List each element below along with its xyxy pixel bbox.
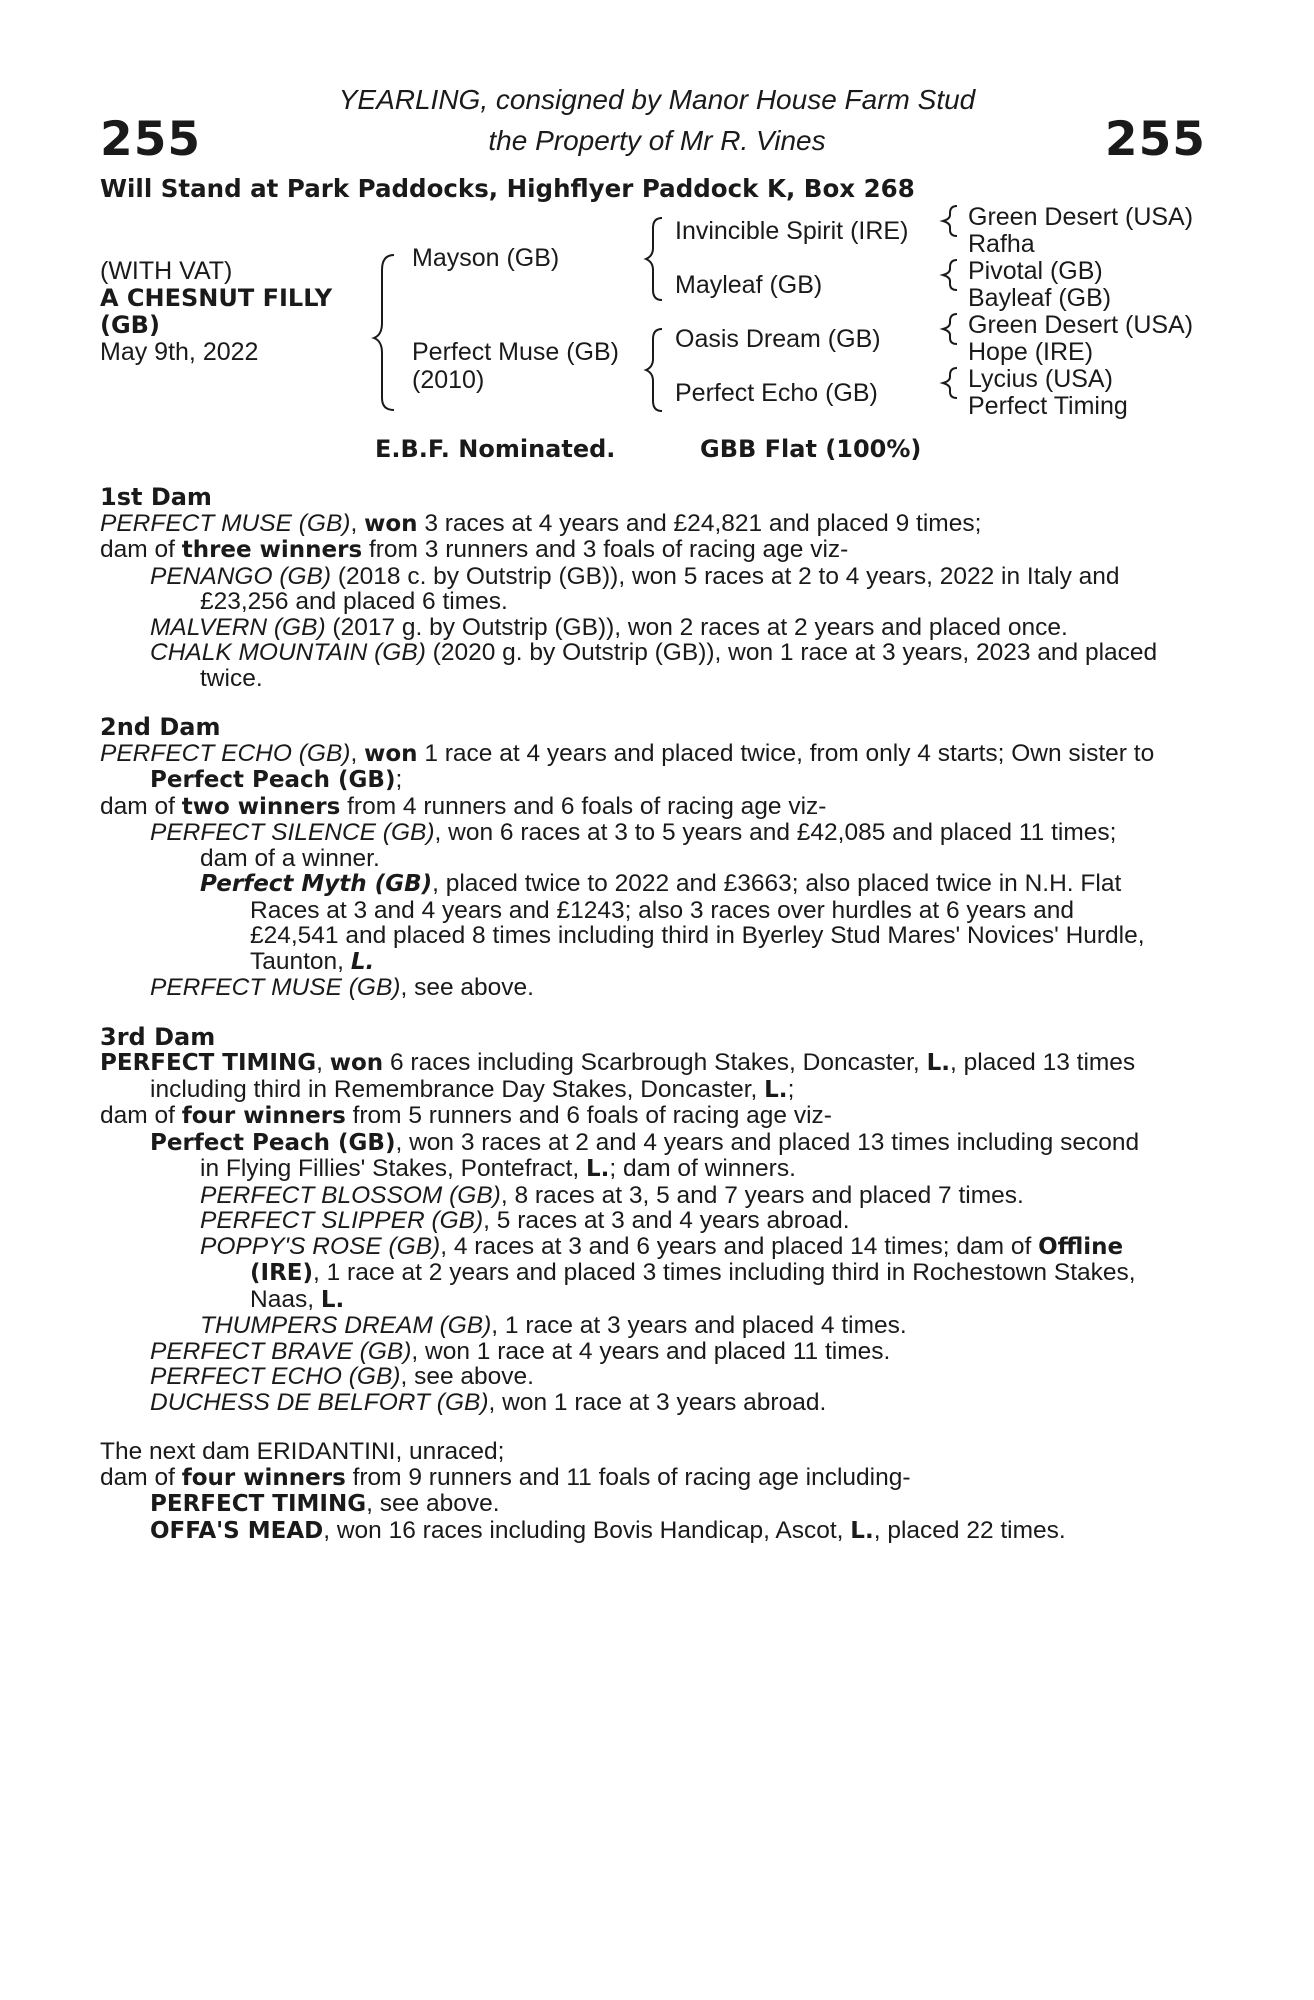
second-dam-produce-summary: dam of two winners from 4 runners and 6 foals of racing age viz-	[100, 792, 827, 820]
foaling-date: May 9th, 2022	[100, 338, 259, 366]
gg-brace-1	[943, 206, 957, 236]
third-dam-entry-perfect-slipper: PERFECT SLIPPER (GB), 5 races at 3 and 4 years abroad.	[200, 1207, 850, 1234]
third-dam-entry-poppys-rose-cont-2: Naas, L.	[250, 1285, 345, 1313]
first-dam-line: PERFECT MUSE (GB), won 3 races at 4 years and £24,821 and placed 9 times;	[100, 509, 982, 537]
gg-name-2: Rafha	[968, 230, 1035, 258]
second-dam-line-cont: Perfect Peach (GB);	[150, 766, 403, 793]
dam-name: Perfect Muse (GB)	[412, 338, 619, 366]
first-dam-entry-penango: PENANGO (GB) (2018 c. by Outstrip (GB)), won 5 races at 2 to 4 years, 2022 in Italy and	[150, 562, 1120, 590]
second-dam-entry-perfect-myth-cont-3: Taunton, L.	[250, 947, 375, 975]
sire-dam-name: Mayleaf (GB)	[675, 271, 823, 299]
third-dam-line-cont: including third in Remembrance Day Stakes, Doncaster, L.;	[150, 1075, 795, 1103]
third-dam-entry-perfect-echo: PERFECT ECHO (GB), see above.	[150, 1363, 534, 1390]
gg-name-8: Perfect Timing	[968, 392, 1128, 420]
first-dam-entry-chalk-mountain: CHALK MOUNTAIN (GB) (2020 g. by Outstrip (GB)), won 1 race at 3 years, 2023 and placed	[150, 639, 1158, 666]
second-dam-entry-perfect-myth: Perfect Myth (GB), placed twice to 2022 and £3663; also placed twice in N.H. Flat	[200, 870, 1122, 897]
third-dam-entry-perfect-brave: PERFECT BRAVE (GB), won 1 race at 4 years and placed 11 times.	[150, 1337, 891, 1365]
gg-brace-4	[943, 368, 957, 398]
first-dam-heading: 1st Dam	[100, 483, 212, 511]
third-dam-entry-perfect-peach-cont: in Flying Fillies' Stakes, Pontefract, L.; dam of winners.	[200, 1155, 796, 1182]
second-dam-entry-perfect-silence: PERFECT SILENCE (GB), won 6 races at 3 to 5 years and £42,085 and placed 11 times;	[150, 819, 1117, 846]
gg-name-6: Hope (IRE)	[968, 338, 1094, 366]
third-dam-entry-thumpers-dream: THUMPERS DREAM (GB), 1 race at 3 years and placed 4 times.	[200, 1312, 907, 1339]
second-dam-heading: 2nd Dam	[100, 713, 221, 741]
third-dam-entry-poppys-rose-cont-1: (IRE), 1 race at 2 years and placed 3 times including third in Rochestown Stakes,	[250, 1259, 1136, 1286]
second-dam-entry-perfect-silence-cont: dam of a winner.	[200, 844, 380, 872]
ebf-note: E.B.F. Nominated.	[375, 435, 616, 463]
gg-name-7: Lycius (USA)	[968, 365, 1113, 393]
first-dam-entry-chalk-mountain-cont: twice.	[200, 664, 263, 692]
horse-name: A CHESNUT FILLY	[100, 284, 333, 312]
gg-name-1: Green Desert (USA)	[968, 203, 1194, 231]
first-dam-entry-malvern: MALVERN (GB) (2017 g. by Outstrip (GB)), won 2 races at 2 years and placed once.	[150, 613, 1068, 641]
second-dam-entry-perfect-muse: PERFECT MUSE (GB), see above.	[150, 974, 534, 1001]
vat-note: (WITH VAT)	[100, 257, 233, 285]
gg-name-3: Pivotal (GB)	[968, 257, 1103, 285]
dam-brace	[646, 329, 662, 411]
third-dam-line: PERFECT TIMING, won 6 races including Scarbrough Stakes, Doncaster, L., placed 13 times	[100, 1049, 1136, 1076]
sire-sire-name: Invincible Spirit (IRE)	[675, 217, 909, 245]
third-dam-heading: 3rd Dam	[100, 1022, 216, 1051]
main-brace	[374, 255, 394, 410]
next-dam-line: The next dam ERIDANTINI, unraced;	[100, 1438, 505, 1465]
second-dam-entry-perfect-myth-cont-2: £24,541 and placed 8 times including third in Byerley Stud Mares' Novices' Hurdle,	[250, 922, 1145, 949]
first-dam-entry-penango-cont: £23,256 and placed 6 times.	[200, 588, 508, 615]
third-dam-produce-summary: dam of four winners from 5 runners and 6 foals of racing age viz-	[100, 1102, 832, 1129]
horse-country: (GB)	[100, 311, 160, 339]
gg-brace-3	[943, 314, 957, 344]
dam-dam-name: Perfect Echo (GB)	[675, 379, 878, 407]
produce-record	[100, 485, 1204, 1544]
sire-brace	[646, 218, 662, 300]
first-dam-produce-summary: dam of three winners from 3 runners and 3 foals of racing age viz-	[100, 536, 849, 563]
gg-name-5: Green Desert (USA)	[968, 311, 1194, 339]
stabling-line: Will Stand at Park Paddocks, Highflyer Paddock K, Box 268	[100, 174, 915, 203]
consignor-line: YEARLING, consigned by Manor House Farm Stud	[338, 84, 976, 115]
gg-name-4: Bayleaf (GB)	[968, 284, 1112, 312]
third-dam-entry-perfect-blossom: PERFECT BLOSSOM (GB), 8 races at 3, 5 and 7 years and placed 7 times.	[200, 1181, 1024, 1209]
property-line: the Property of Mr R. Vines	[488, 125, 826, 156]
second-dam-entry-perfect-myth-cont-1: Races at 3 and 4 years and £1243; also 3 races over hurdles at 6 years and	[250, 896, 1074, 924]
third-dam-entry-perfect-peach: Perfect Peach (GB), won 3 races at 2 and 4 years and placed 13 times including second	[150, 1128, 1140, 1156]
gg-brace-2	[943, 260, 957, 290]
gbb-note: GBB Flat (100%)	[700, 435, 922, 463]
third-dam-entry-duchess-de-belfort: DUCHESS DE BELFORT (GB), won 1 race at 3 years abroad.	[150, 1388, 827, 1416]
sire-name: Mayson (GB)	[412, 244, 560, 272]
second-dam-line: PERFECT ECHO (GB), won 1 race at 4 years and placed twice, from only 4 starts; Own sister to	[100, 739, 1155, 767]
next-dam-entry-perfect-timing: PERFECT TIMING, see above.	[150, 1490, 500, 1517]
dam-sire-name: Oasis Dream (GB)	[675, 325, 881, 353]
lot-number-left: 255	[100, 112, 202, 167]
next-dam-entry-offas-mead: OFFA'S MEAD, won 16 races including Bovis Handicap, Ascot, L., placed 22 times.	[150, 1516, 1066, 1544]
lot-number-right: 255	[1104, 112, 1206, 167]
third-dam-entry-poppys-rose: POPPY'S ROSE (GB), 4 races at 3 and 6 years and placed 14 times; dam of Offline	[200, 1232, 1124, 1260]
dam-year: (2010)	[412, 366, 485, 394]
next-dam-produce-summary: dam of four winners from 9 runners and 11 foals of racing age including-	[100, 1463, 911, 1491]
